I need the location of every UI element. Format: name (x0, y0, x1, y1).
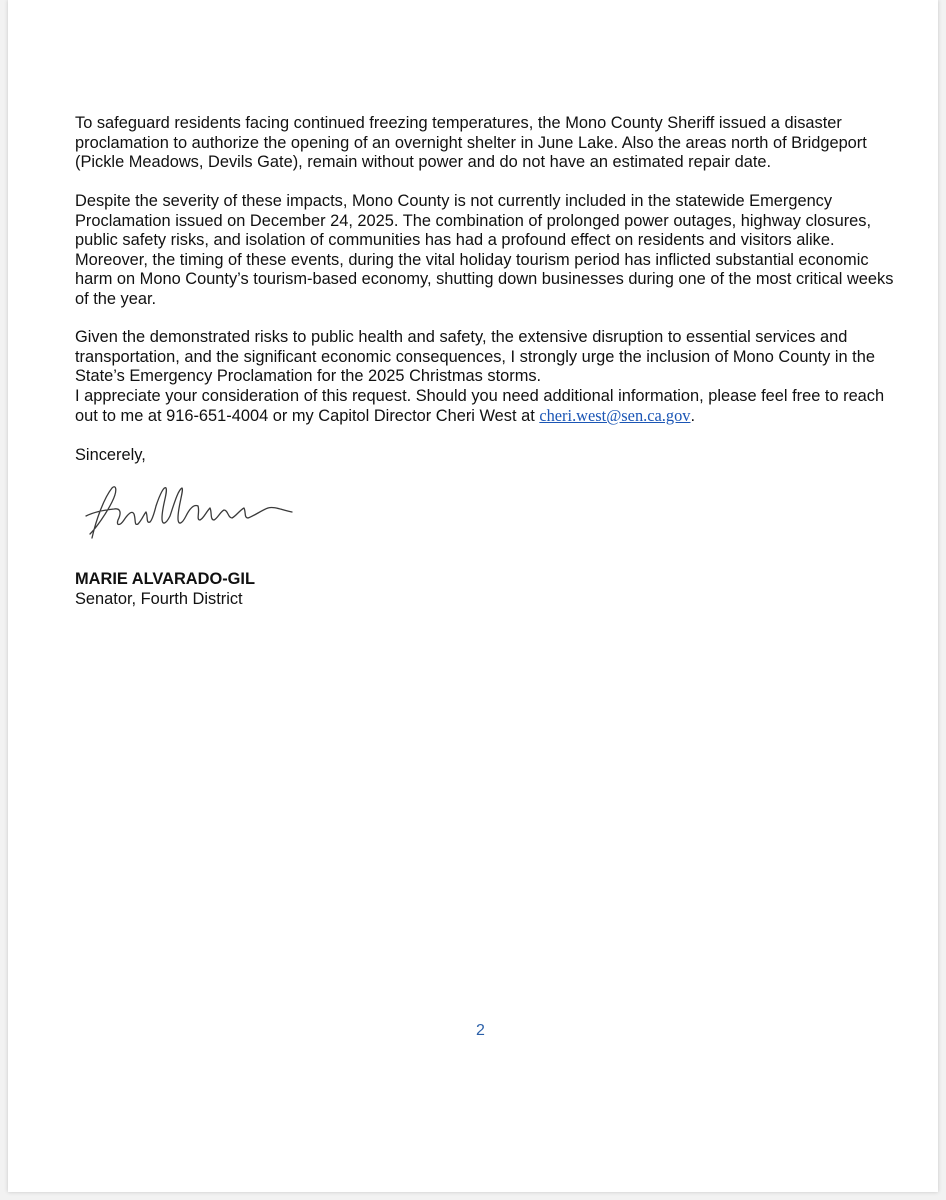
signer-title: Senator, Fourth District (75, 590, 243, 608)
email-suffix: . (690, 407, 696, 425)
paragraph-2-text: Despite the severity of these impacts, Mono County is not currently included in the statewide Emergency Proclamation issued on December 24, 2025. The combination of prolonged power outages, highway closures, public safety risks, and isolation of communities has had a profound effect on residents and visitors alike. Moreover, the timing of these events, during the vital holiday tourism period has inflicted substantial economic harm on Mono County’s tourism-based economy, shutting down businesses during one of the most critical weeks of the year. (75, 192, 894, 308)
letter-page (8, 0, 938, 1192)
closing-salutation: Sincerely, (75, 446, 146, 464)
paragraph-3b (75, 387, 895, 427)
paragraph-3b-text: I appreciate your consideration of this request. Should you need additional information, please feel free to reach out to me at 916-651-4004 or my Capitol Director Cheri West at (75, 386, 885, 425)
paragraph-1-text: To safeguard residents facing continued freezing temperatures, the Mono County Sheriff issued a disaster proclamation to authorize the opening of an overnight shelter in June Lake. Also the areas north of Bridgeport (Pickle Meadows, Devils Gate), remain without power and do not have an estimated repair date. (75, 114, 867, 171)
handwritten-signature (78, 476, 308, 556)
paragraph-shelter (75, 114, 895, 173)
email-link[interactable]: cheri.west@sen.ca.gov (539, 406, 691, 425)
paragraph-3a-text: Given the demonstrated risks to public health and safety, the extensive disruption to essential services and transportation, and the significant economic consequences, I strongly urge the inclusion of Mono County in the State’s Emergency Proclamation for the 2025 Christmas storms. (75, 328, 875, 385)
page-number: 2 (476, 1022, 485, 1039)
paragraph-proclamation (75, 192, 895, 309)
paragraph-request (75, 328, 895, 427)
signer-name: MARIE ALVARADO-GIL (75, 570, 255, 588)
